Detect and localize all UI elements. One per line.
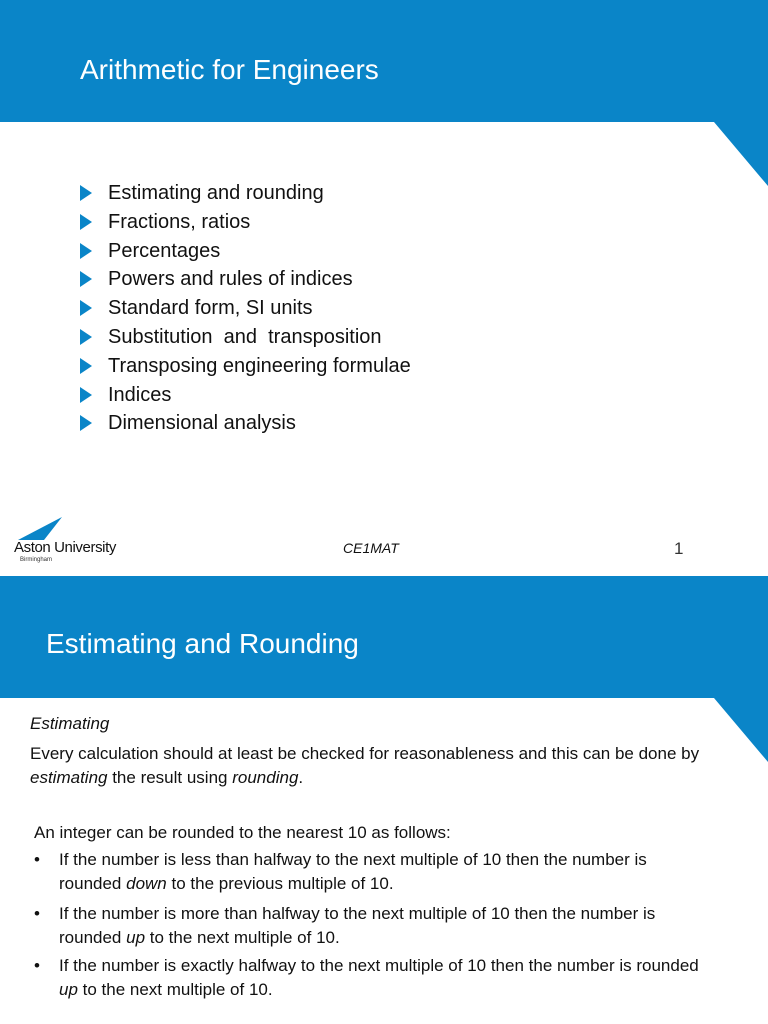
- page-number: 1: [674, 539, 684, 558]
- logo-city: Birmingham: [20, 557, 53, 563]
- triangle-bullet-icon: [80, 271, 92, 287]
- list-item: [80, 410, 411, 439]
- bullet-dot-icon: •: [34, 956, 40, 975]
- triangle-bullet-icon: [80, 185, 92, 201]
- topic-list: [80, 180, 411, 439]
- list-item-label: Fractions, ratios: [108, 210, 251, 233]
- list-item-label: Standard form, SI units: [108, 297, 313, 320]
- list-item-label: Substitution and transposition: [108, 325, 382, 348]
- list-item: [80, 295, 411, 324]
- emphasis: up: [59, 980, 78, 999]
- triangle-bullet-icon: [80, 387, 92, 403]
- emphasis: estimating: [30, 768, 108, 787]
- banner-shape: [0, 576, 768, 766]
- text-run: to the next multiple of 10.: [77, 980, 273, 999]
- list-item-label: Indices: [108, 383, 172, 406]
- footer-course-code: CE1MAT: [343, 540, 399, 556]
- text-run: Every calculation should at least be checked for reasonableness and this can be done by: [30, 744, 700, 763]
- triangle-bullet-icon: [80, 243, 92, 259]
- text-run: If the number is more than halfway to the next multiple of 10 then the number is rounded: [59, 904, 656, 947]
- list-item: [80, 324, 411, 353]
- triangle-bullet-icon: [80, 214, 92, 230]
- emphasis: up: [126, 928, 146, 947]
- list-item-label: Transposing engineering formulae: [108, 354, 411, 377]
- bullet-dot-icon: •: [34, 850, 40, 869]
- list-item-label: Percentages: [108, 239, 221, 262]
- text-run: the result using: [107, 768, 233, 787]
- triangle-bullet-icon: [80, 358, 92, 374]
- text-run: If the number is less than halfway to the next multiple of 10 then the number is rounded: [59, 850, 647, 893]
- list-item: [80, 209, 411, 238]
- slide-title: Arithmetic for Engineers: [80, 54, 379, 85]
- body-paragraph: [30, 742, 740, 790]
- list-item: [80, 238, 411, 267]
- text-run: to the next multiple of 10.: [145, 928, 340, 947]
- triangle-bullet-icon: [80, 300, 92, 316]
- slide-title: Estimating and Rounding: [46, 628, 359, 659]
- rounding-rule: [34, 954, 699, 1002]
- emphasis: rounding: [232, 768, 299, 787]
- list-item-label: Powers and rules of indices: [108, 268, 353, 291]
- text-run: .: [298, 768, 304, 787]
- rounding-intro: An integer can be rounded to the nearest 10 as follows:: [34, 823, 451, 842]
- logo-name: Aston University: [14, 539, 116, 556]
- list-item: [80, 353, 411, 382]
- list-item-label: Dimensional analysis: [108, 412, 296, 435]
- aston-university-logo: [14, 516, 136, 566]
- triangle-bullet-icon: [80, 415, 92, 431]
- sub-heading: Estimating: [30, 714, 110, 733]
- banner-shape: [0, 0, 768, 190]
- list-item: [80, 382, 411, 411]
- triangle-bullet-icon: [80, 329, 92, 345]
- rounding-rule: [34, 848, 699, 896]
- slide-2: [0, 576, 768, 1024]
- list-item: [80, 180, 411, 209]
- bullet-dot-icon: •: [34, 904, 40, 923]
- emphasis: down: [126, 874, 167, 893]
- text-run: to the previous multiple of 10.: [166, 874, 394, 893]
- rounding-rule: [34, 902, 699, 950]
- list-item-label: Estimating and rounding: [108, 182, 324, 204]
- list-item: [80, 266, 411, 295]
- text-run: If the number is exactly halfway to the next multiple of 10 then the number is rounded: [59, 956, 699, 975]
